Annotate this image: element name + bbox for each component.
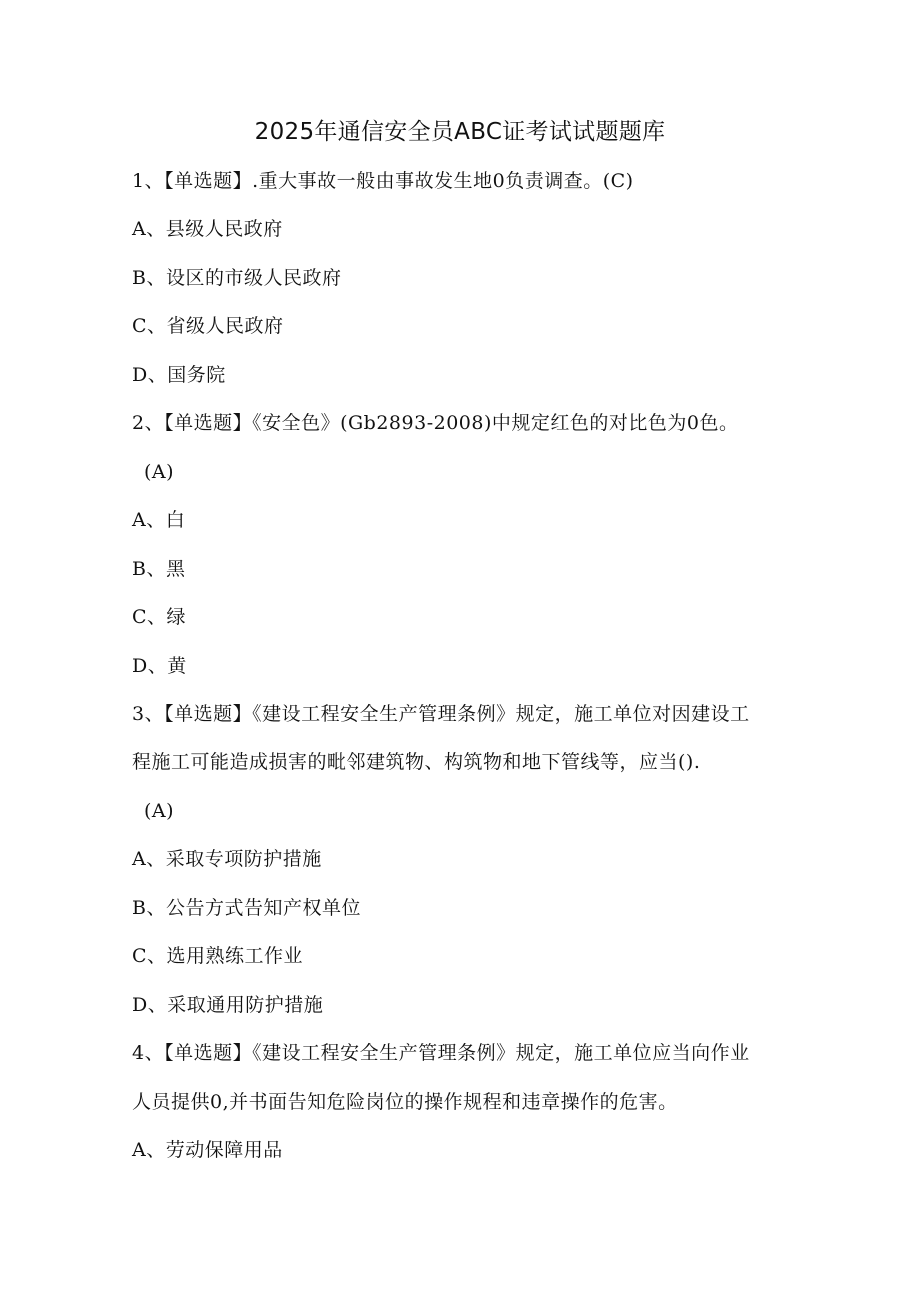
question-2-option-b: B、黑	[132, 558, 186, 580]
question-3-stem-line-2: 程施工可能造成损害的毗邻建筑物、构筑物和地下管线等，应当().	[132, 751, 701, 773]
question-1-option-d: D、国务院	[132, 364, 226, 386]
document-title: 2025年通信安全员ABC证考试试题题库	[254, 119, 666, 145]
question-2-answer: (A)	[144, 461, 175, 483]
question-3-option-c: C、选用熟练工作业	[132, 945, 304, 967]
question-2-stem: 2、【单选题】《安全色》(Gb2893-2008)中规定红色的对比色为0色。	[132, 412, 739, 434]
question-3-option-a: A、采取专项防护措施	[132, 848, 322, 870]
question-4-option-a: A、劳动保障用品	[132, 1139, 283, 1161]
question-3-stem-line-1: 3、【单选题】《建设工程安全生产管理条例》规定，施工单位对因建设工	[132, 703, 750, 725]
question-2-option-c: C、绿	[132, 606, 187, 628]
question-2-option-d: D、黄	[132, 655, 187, 677]
question-1-option-b: B、设区的市级人民政府	[132, 267, 342, 289]
question-4-stem-line-2: 人员提供0,并书面告知危险岗位的操作规程和违章操作的危害。	[132, 1091, 678, 1113]
question-3-option-d: D、采取通用防护措施	[132, 994, 324, 1016]
question-1-option-c: C、省级人民政府	[132, 315, 284, 337]
question-3-option-b: B、公告方式告知产权单位	[132, 897, 361, 919]
question-3-answer: (A)	[144, 800, 175, 822]
question-1-stem: 1、【单选题】.重大事故一般由事故发生地0负责调查。(C)	[132, 170, 634, 192]
question-4-stem-line-1: 4、【单选题】《建设工程安全生产管理条例》规定，施工单位应当向作业	[132, 1042, 750, 1064]
question-1-option-a: A、县级人民政府	[132, 218, 283, 240]
question-2-option-a: A、白	[132, 509, 186, 531]
